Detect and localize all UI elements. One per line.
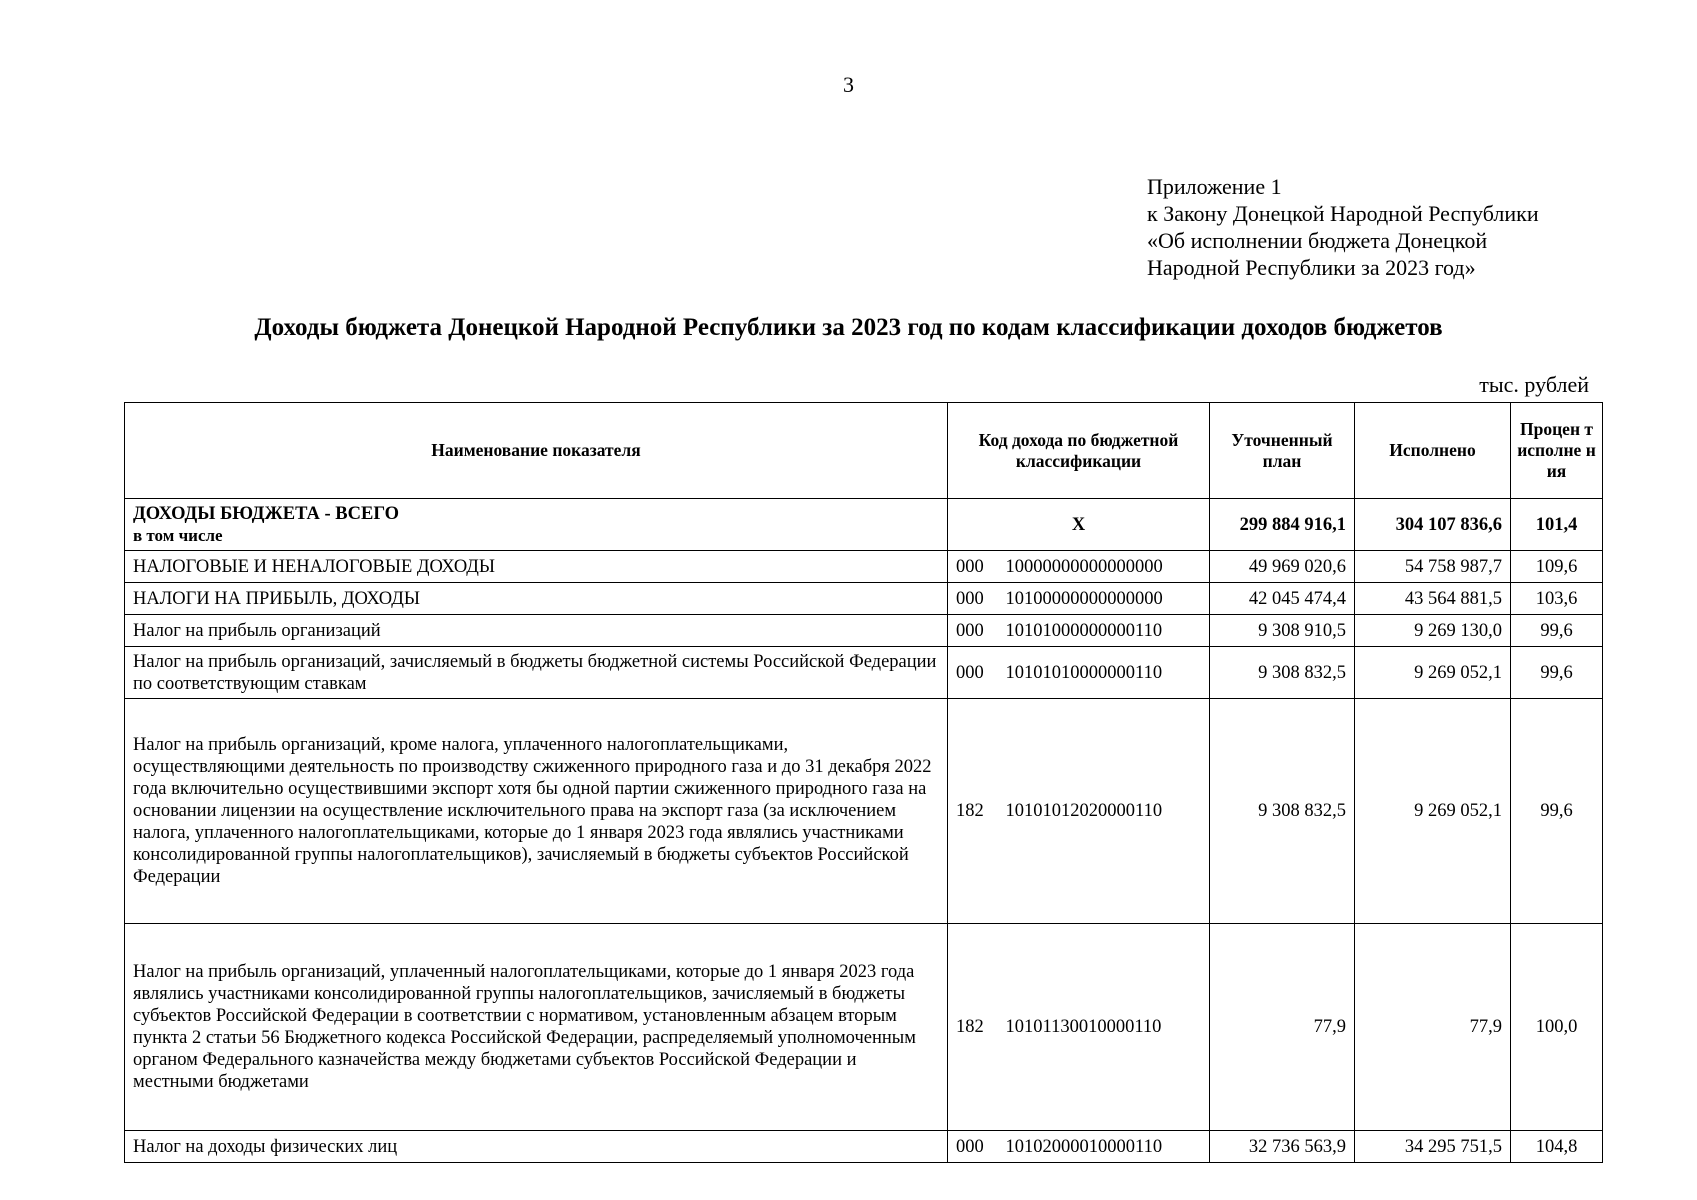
- row-code: 10000000000000000: [1006, 551, 1210, 583]
- appendix-line: к Закону Донецкой Народной Республики: [1147, 201, 1539, 226]
- total-executed: 304 107 836,6: [1355, 499, 1511, 551]
- row-percent: 104,8: [1511, 1131, 1603, 1163]
- header-code: Код дохода по бюджетной классификации: [948, 403, 1210, 499]
- total-name: ДОХОДЫ БЮДЖЕТА - ВСЕГО: [133, 503, 400, 524]
- row-name: Налог на прибыль организаций: [125, 615, 948, 647]
- income-table: [124, 402, 1603, 1163]
- table-row: [125, 615, 1603, 647]
- table-header-row: [125, 403, 1603, 499]
- document-title: Доходы бюджета Донецкой Народной Республики за 2023 год по кодам классификации доходов бюджетов: [254, 314, 1443, 341]
- header-executed: Исполнено: [1355, 403, 1511, 499]
- row-percent: 99,6: [1511, 647, 1603, 699]
- row-name: Налог на прибыль организаций, уплаченный налогоплательщиками, которые до 1 января 2023 года являлись участниками консолидированной группы налогоплательщиков, зачисляемый в бюджеты субъектов Российской Федерации в соответствии с нормативом, установленным абзацем вторым пункта 2 статьи 56 Бюджетного кодекса Российской Федерации, распределяемый уполномоченным органом Федерального казначейства между бюджетами субъектов Российской Федерации и местными бюджетами: [125, 924, 948, 1131]
- table-row: [125, 1131, 1603, 1163]
- row-percent: 99,6: [1511, 615, 1603, 647]
- table-row: [125, 924, 1603, 1131]
- row-admin: 000: [948, 551, 1006, 583]
- total-name-cell: [125, 499, 948, 551]
- row-code: 10102000010000110: [1006, 1131, 1210, 1163]
- row-name: НАЛОГИ НА ПРИБЫЛЬ, ДОХОДЫ: [125, 583, 948, 615]
- units-label: тыс. рублей: [1479, 372, 1589, 397]
- row-executed: 9 269 130,0: [1355, 615, 1511, 647]
- row-name: Налог на доходы физических лиц: [125, 1131, 948, 1163]
- row-percent: 109,6: [1511, 551, 1603, 583]
- total-percent: 101,4: [1511, 499, 1603, 551]
- row-executed: 43 564 881,5: [1355, 583, 1511, 615]
- table-row: [125, 551, 1603, 583]
- appendix-line: Приложение 1: [1147, 174, 1282, 199]
- appendix-line: Народной Республики за 2023 год»: [1147, 255, 1476, 280]
- row-name: НАЛОГОВЫЕ И НЕНАЛОГОВЫЕ ДОХОДЫ: [125, 551, 948, 583]
- row-code: 10101012020000110: [1006, 699, 1210, 924]
- total-code: X: [948, 499, 1210, 551]
- row-executed: 77,9: [1355, 924, 1511, 1131]
- row-admin: 000: [948, 647, 1006, 699]
- row-admin: 182: [948, 699, 1006, 924]
- row-code: 10101010000000110: [1006, 647, 1210, 699]
- table-row: [125, 647, 1603, 699]
- row-admin: 000: [948, 615, 1006, 647]
- row-percent: 99,6: [1511, 699, 1603, 924]
- row-plan: 49 969 020,6: [1210, 551, 1355, 583]
- row-name: Налог на прибыль организаций, зачисляемый в бюджеты бюджетной системы Российской Федерации по соответствующим ставкам: [125, 647, 948, 699]
- row-code: 10101130010000110: [1006, 924, 1210, 1131]
- table-row: [125, 583, 1603, 615]
- row-executed: 9 269 052,1: [1355, 699, 1511, 924]
- row-percent: 103,6: [1511, 583, 1603, 615]
- appendix-note: [1147, 173, 1539, 281]
- row-code: 10100000000000000: [1006, 583, 1210, 615]
- row-executed: 9 269 052,1: [1355, 647, 1511, 699]
- row-code: 10101000000000110: [1006, 615, 1210, 647]
- row-plan: 42 045 474,4: [1210, 583, 1355, 615]
- total-plan: 299 884 916,1: [1210, 499, 1355, 551]
- appendix-line: «Об исполнении бюджета Донецкой: [1147, 228, 1488, 253]
- header-name: Наименование показателя: [125, 403, 948, 499]
- row-plan: 77,9: [1210, 924, 1355, 1131]
- row-plan: 9 308 832,5: [1210, 647, 1355, 699]
- row-executed: 54 758 987,7: [1355, 551, 1511, 583]
- row-plan: 9 308 910,5: [1210, 615, 1355, 647]
- total-sub: в том числе: [133, 525, 223, 545]
- row-admin: 000: [948, 583, 1006, 615]
- row-percent: 100,0: [1511, 924, 1603, 1131]
- row-admin: 182: [948, 924, 1006, 1131]
- page-number: 3: [843, 72, 854, 97]
- table-row: [125, 699, 1603, 924]
- header-plan: Уточненный план: [1210, 403, 1355, 499]
- row-admin: 000: [948, 1131, 1006, 1163]
- row-name: Налог на прибыль организаций, кроме налога, уплаченного налогоплательщиками, осуществляющими деятельность по производству сжиженного природного газа и до 31 декабря 2022 года включительно осуществившими экспорт хотя бы одной партии сжиженного природного газа на основании лицензии на осуществление исключительного права на экспорт газа (за исключением налога, уплаченного налогоплательщиками, которые до 1 января 2023 года являлись участниками консолидированной группы налогоплательщиков), зачисляемый в бюджеты субъектов Российской Федерации: [125, 699, 948, 924]
- header-percent: Процен т исполне ния: [1511, 403, 1603, 499]
- row-plan: 9 308 832,5: [1210, 699, 1355, 924]
- total-row: [125, 499, 1603, 551]
- row-plan: 32 736 563,9: [1210, 1131, 1355, 1163]
- row-executed: 34 295 751,5: [1355, 1131, 1511, 1163]
